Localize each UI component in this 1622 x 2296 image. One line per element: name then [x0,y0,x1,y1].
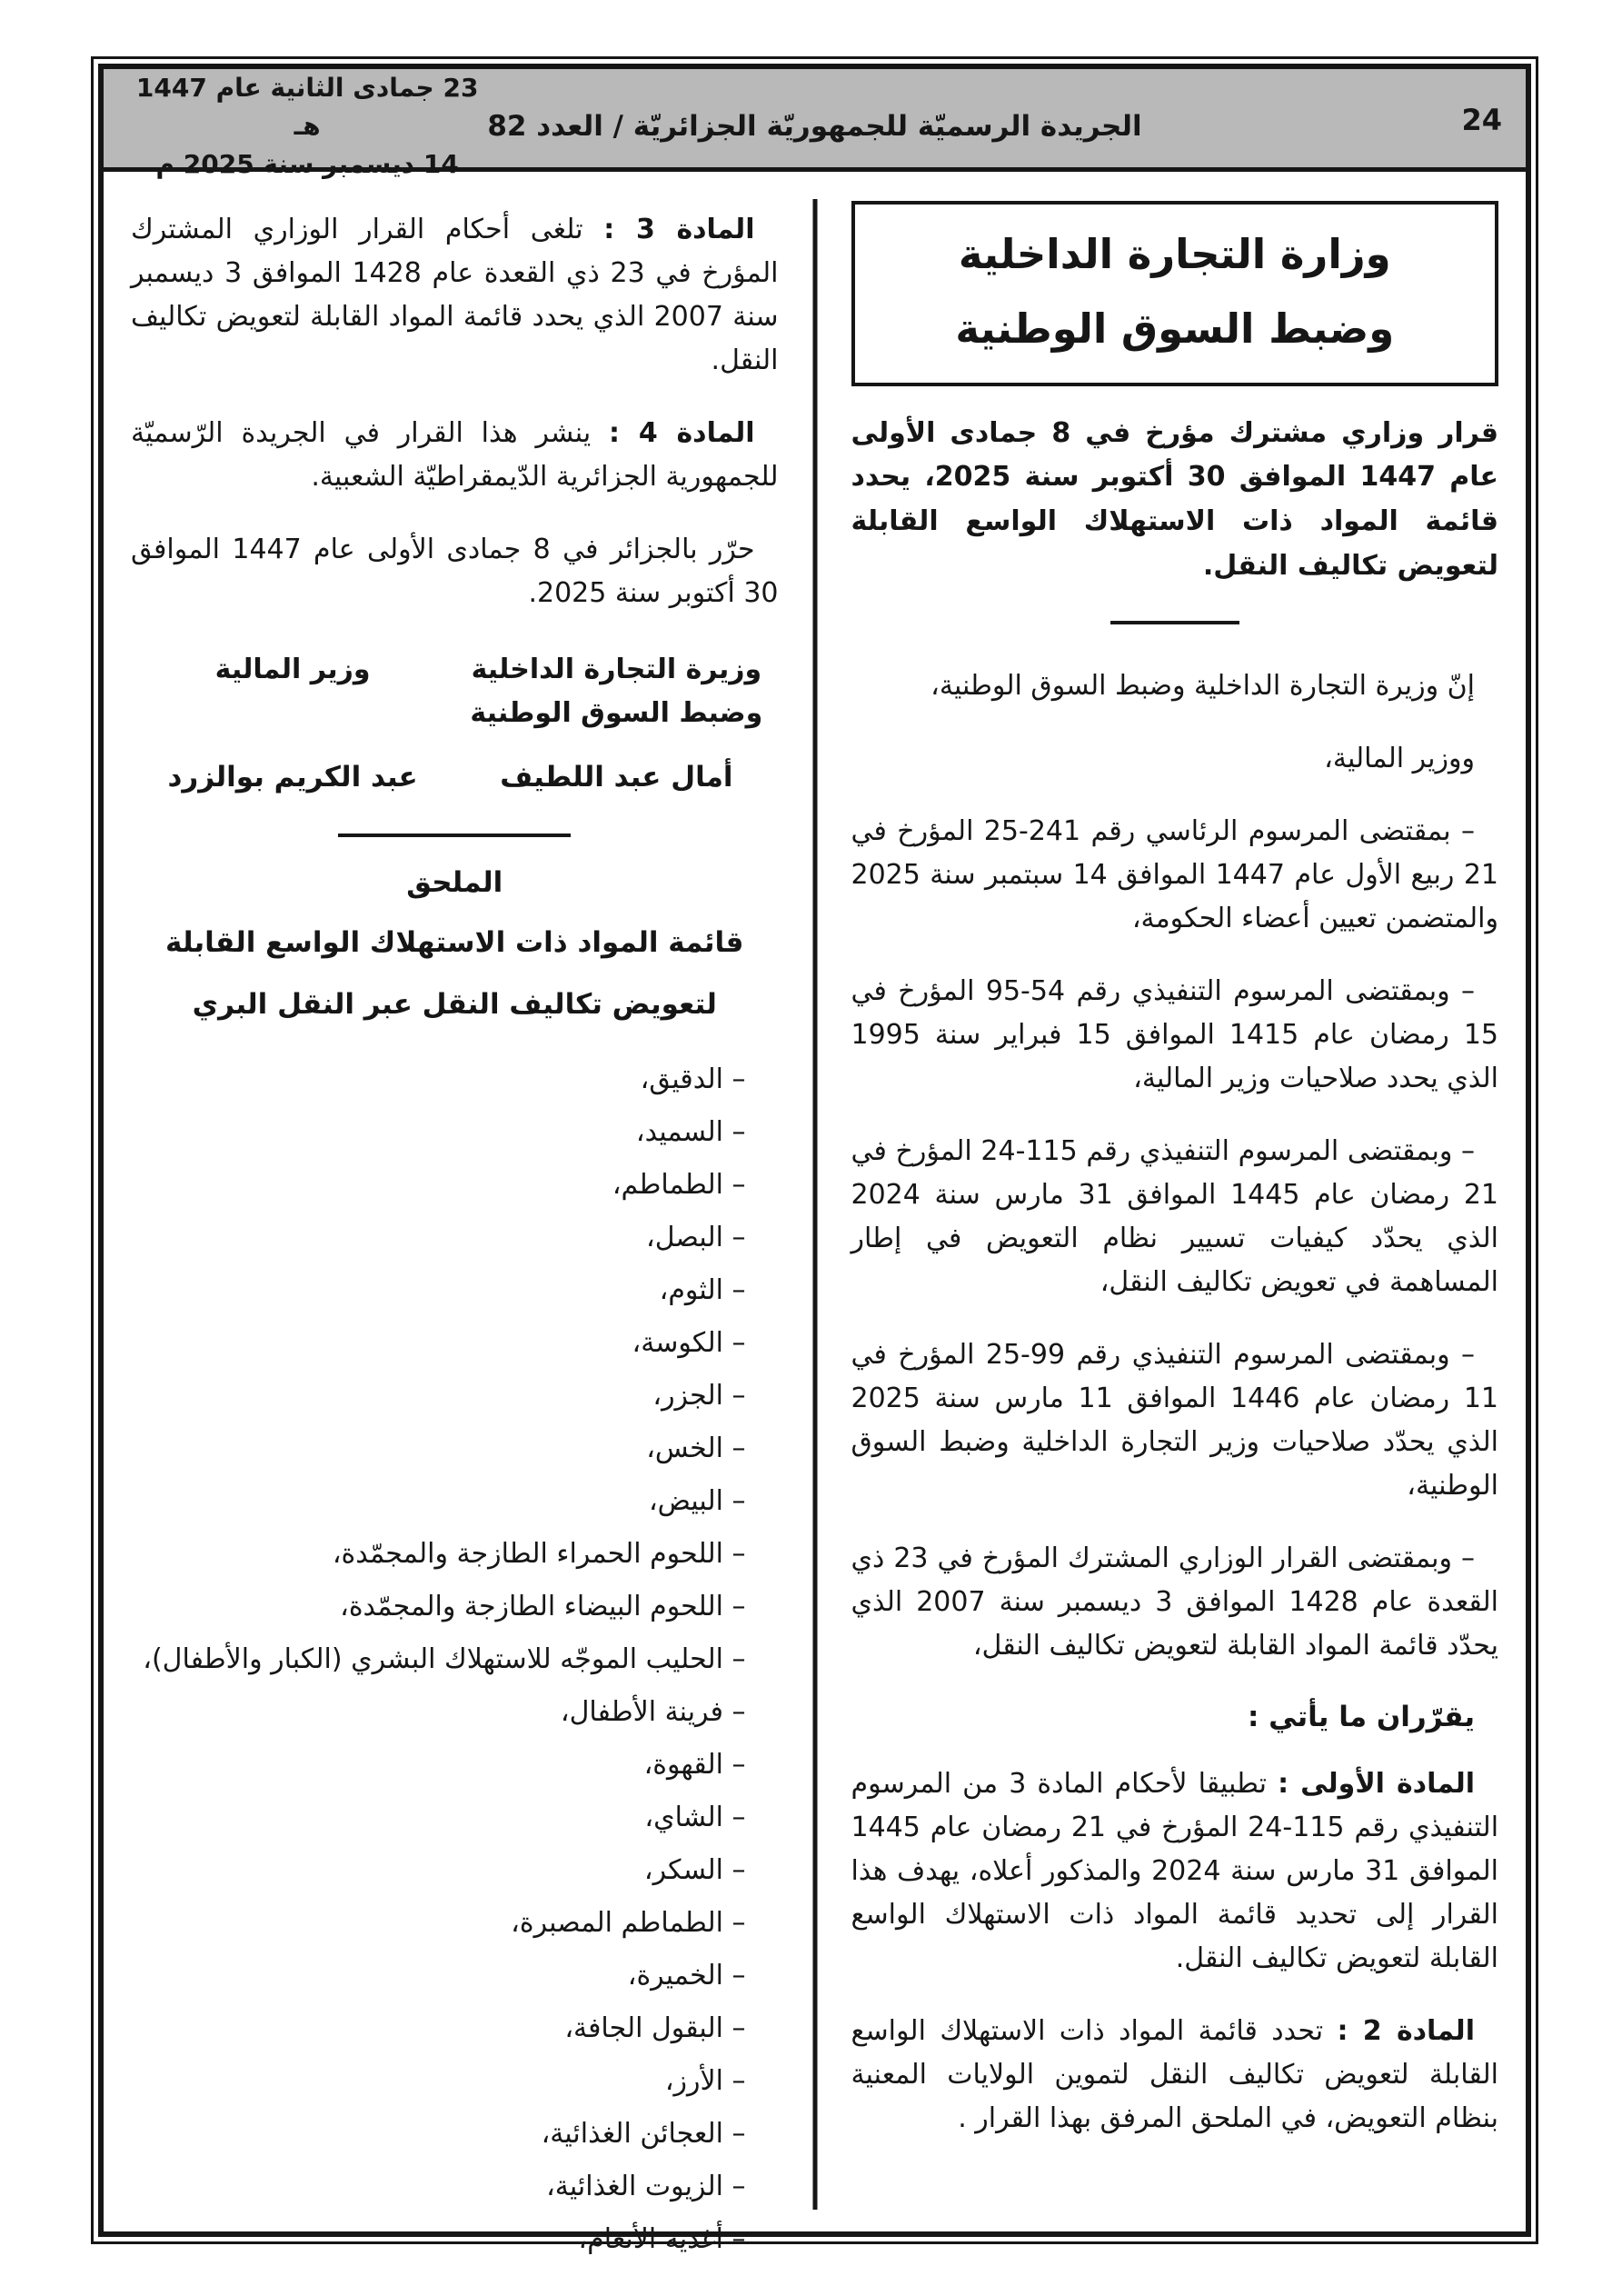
signature-right-name: أمال عبد اللطيف [500,761,733,794]
annex-list-item: – البقول الجافة، [564,2011,746,2044]
signature-right-title-line2: وضبط السوق الوطنية [470,697,763,729]
article-4-label: المادة 4 : [609,417,755,449]
annex-list-item: – الطماطم، [612,1168,746,1201]
annex-list-item: – اللحوم البيضاء الطازجة والمجمّدة، [340,1590,746,1622]
annex-list-item: – البيض، [648,1484,746,1517]
annex-list-item: – أغذية الأنعام، [578,2222,746,2255]
annex-separator [338,834,571,837]
annex-subtitle [131,912,779,1035]
article-1-paragraph [851,1762,1499,1981]
annex-list-item: – السميد، [635,1115,746,1148]
annex-list-item: – الكوسة، [632,1326,746,1359]
article-4-paragraph [131,412,779,499]
ministry-heading-box [851,201,1499,386]
ministry-name-line2: وضبط السوق الوطنية [955,304,1395,353]
page-border-inner [98,64,1531,2255]
preamble-minister-1: إنّ وزيرة التجارة الداخلية وضبط السوق الوطنية، [930,670,1475,703]
signature-block [131,648,779,801]
signed-at-paragraph: حرّر بالجزائر في 8 جمادى الأولى عام 1447 الموافق 30 أكتوبر سنة 2025. [131,534,779,609]
annex-list-item: – السكر، [643,1853,746,1886]
annex-list-item: – الأرز، [664,2064,746,2097]
signature-right-title-line1: وزيرة التجارة الداخلية [471,654,762,685]
annex-list-item: – الخس، [646,1432,746,1464]
annex-list [131,1053,779,2266]
annex-title: الملحق [406,865,503,899]
annex-list-item: – الطماطم المصبرة، [511,1906,746,1939]
annex-list-item: – فرينة الأطفال، [560,1695,746,1728]
enacting-formula: يقرّران ما يأتي : [1247,1701,1475,1734]
article-3-text: تلغى أحكام القرار الوزاري المشترك المؤرخ في 23 ذي القعدة عام 1428 الموافق 3 ديسمبر سنة 2007 الذي يحدد قائمة المواد القابلة لتعويض تكاليف النقل. [131,214,779,376]
preamble-minister-2: ووزير المالية، [1324,743,1475,775]
visa-paragraph-2: – وبمقتضى المرسوم التنفيذي رقم 54-95 المؤرخ في 15 رمضان عام 1415 الموافق 15 فبراير سنة 1995 الذي يحدد صلاحيات وزير المالية، [851,975,1498,1095]
column-divider [812,199,817,2210]
decree-title-paragraph: قرار وزاري مشترك مؤرخ في 8 جمادى الأولى عام 1447 الموافق 30 أكتوبر سنة 2025، يحدد قائمة المواد ذات الاستهلاك الواسع القابلة لتعويض تكاليف النقل. [851,416,1498,582]
annex-list-item: – الشاي، [644,1801,746,1833]
article-3-label: المادة 3 : [603,214,755,245]
gazette-title: الجريدة الرسميّة للجمهوريّة الجزائريّة / العدد 82 [487,110,1142,143]
page-content [104,172,1526,2266]
annex-list-item: – القهوة، [643,1748,746,1781]
article-4-text: ينشر هذا القرار في الجريدة الرّسميّة للجمهورية الجزائرية الدّيمقراطيّة الشعبية. [131,417,779,493]
annex-subtitle-line1: قائمة المواد ذات الاستهلاك الواسع القابلة [165,925,744,959]
article-2-text: تحدد قائمة المواد ذات الاستهلاك الواسع القابلة لتعويض تكاليف النقل لتموين الولايات المعنية بنظام التعويض، في الملحق المرفق بهذا القرار . [851,2015,1498,2135]
visa-paragraph-1: – بمقتضى المرسوم الرئاسي رقم 241-25 المؤرخ في 21 ربيع الأول عام 1447 الموافق 14 سبتمبر سنة 2025 والمتضمن تعيين أعضاء الحكومة، [851,815,1498,935]
signature-right-titles [454,648,778,737]
annex-subtitle-line2: لتعويض تكاليف النقل عبر النقل البري [192,987,717,1021]
column-right [815,172,1527,2266]
page-header-band [104,69,1526,179]
page-number: 24 [1461,103,1502,137]
article-2-label: المادة 2 : [1337,2015,1475,2048]
annex-list-item: – الخميرة، [627,1959,746,1992]
visa-paragraph-3: – وبمقتضى المرسوم التنفيذي رقم 115-24 المؤرخ في 21 رمضان عام 1445 الموافق 31 مارس سنة 2024 الذي يحدّد كيفيات تسيير نظام التعويض في إطار المساهمة في تعويض تكاليف النقل، [851,1135,1499,1299]
ministry-name-line1: وزارة التجارة الداخلية [958,230,1391,278]
article-3-paragraph [131,208,779,383]
signature-right [454,648,778,801]
annex-list-item: – الحليب الموجّه للاستهلاك البشري (الكبار والأطفال)، [143,1642,746,1675]
article-1-text: تطبيقا لأحكام المادة 3 من المرسوم التنفيذي رقم 115-24 المؤرخ في 21 رمضان عام 1445 الموافق 31 مارس سنة 2024 والمذكور أعلاه، يهدف هذا القرار إلى تحديد قائمة المواد ذات الاستهلاك الواسع القابلة لتعويض تكاليف النقل. [851,1768,1499,1975]
annex-list-item: – الزيوت الغذائية، [546,2170,746,2202]
signature-left-name: عبد الكريم بوالزرد [167,761,418,794]
section-separator [1110,621,1239,624]
article-2-paragraph [851,2010,1499,2141]
page-border-outer [91,56,1538,2255]
header-dates [127,69,487,184]
signature-left-titles [131,648,454,737]
signature-left [131,648,454,801]
column-left [104,172,815,2266]
annex-list-item: – اللحوم الحمراء الطازجة والمجمّدة، [332,1537,746,1570]
annex-list-item: – الدقيق، [640,1063,746,1095]
annex-list-item: – الثوم، [659,1273,746,1306]
annex-list-item: – البصل، [646,1221,746,1253]
header-date-gregorian: 14 ديسمبر سنة 2025 م [155,149,459,179]
visa-paragraph-4: – وبمقتضى المرسوم التنفيذي رقم 99-25 المؤرخ في 11 رمضان عام 1446 الموافق 11 مارس سنة 2025 الذي يحدّد صلاحيات وزير التجارة الداخلية وضبط السوق الوطنية، [851,1339,1499,1502]
signature-left-title: وزير المالية [214,654,371,685]
article-1-label: المادة الأولى : [1278,1768,1475,1801]
annex-list-item: – الجزر، [652,1379,746,1412]
visa-paragraph-5: – وبمقتضى القرار الوزاري المشترك المؤرخ في 23 ذي القعدة عام 1428 الموافق 3 ديسمبر سنة 2007 الذي يحدّد قائمة المواد القابلة لتعويض تكاليف النقل، [851,1542,1498,1662]
annex-list-item: – العجائن الغذائية، [541,2117,746,2150]
header-date-hijri: 23 جمادى الثانية عام 1447 هـ [135,73,479,141]
